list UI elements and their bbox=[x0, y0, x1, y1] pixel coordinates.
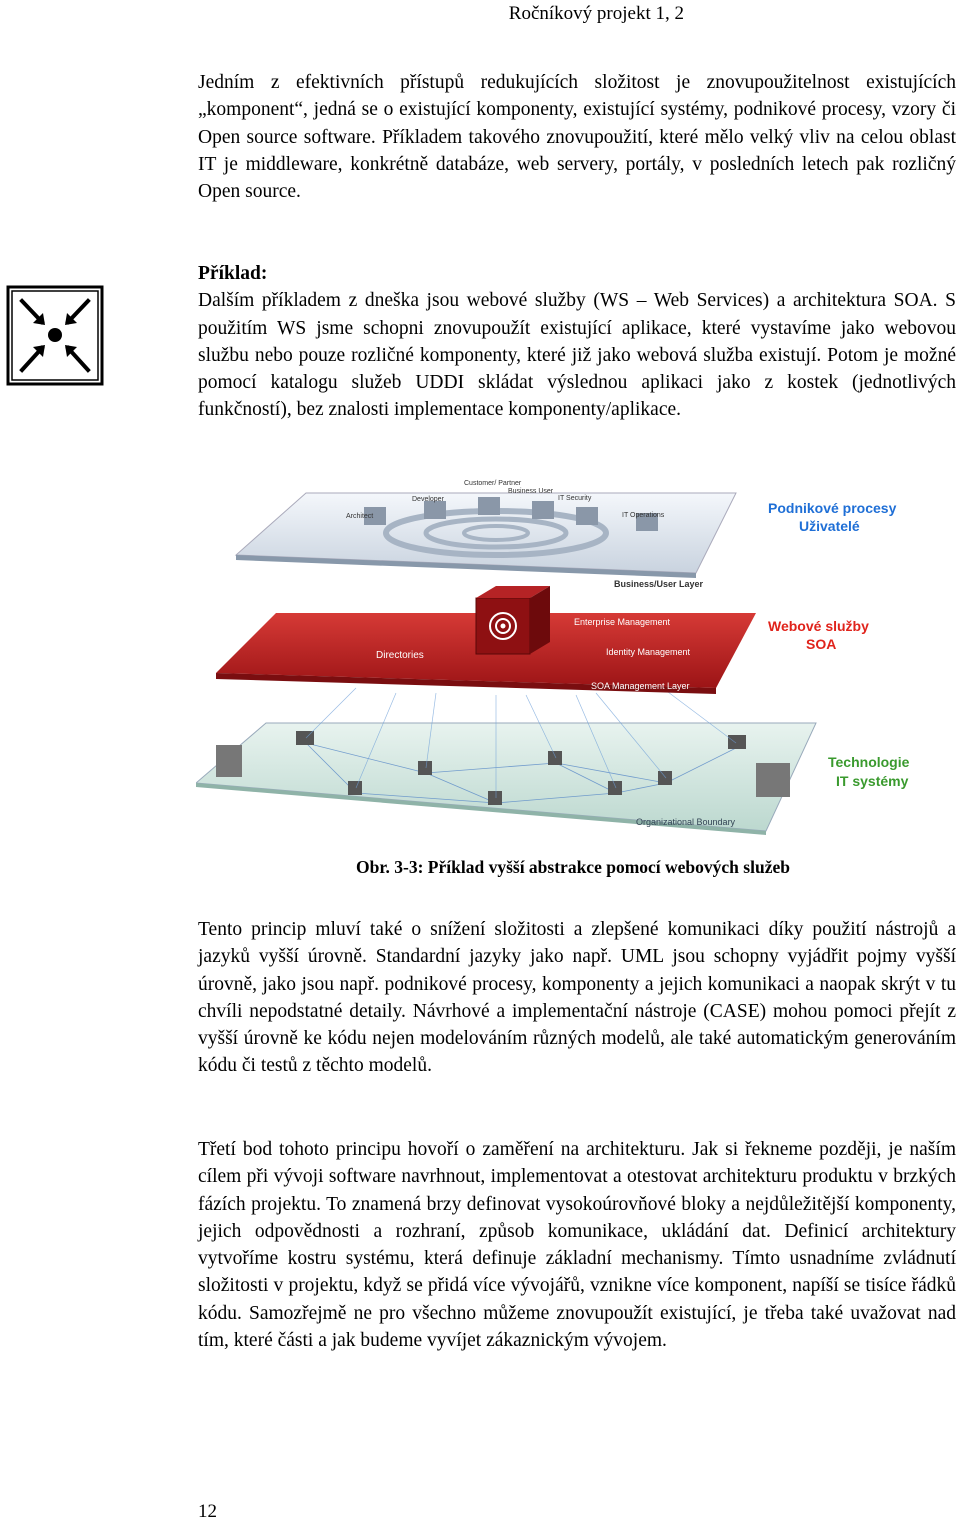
example-block bbox=[198, 260, 956, 424]
intro-paragraph: Jedním z efektivních přístupů redukujících složitost je znovupoužitelnost existujících „komponent“, jedná se o existující komponenty, existující systémy, podnikové procesy, vzory či Open source software. Příkladem takového znovupoužití, které mělo velký vliv na celou oblast IT je middleware, konkrétně databáze, web servery, portály, v posledních letech pak rozličný Open source. bbox=[198, 72, 956, 203]
annotation-top-2: Uživatelé bbox=[799, 518, 860, 534]
annotation-bot-1: Technologie bbox=[828, 754, 910, 770]
role-architect: Architect bbox=[346, 513, 374, 520]
example-label: Příklad: bbox=[198, 263, 268, 284]
example-paragraph: Dalším příkladem z dneška jsou webové služby (WS – Web Services) a architektura SOA. S použitím WS jsme schopni znovupoužít existující aplikace, které vystavíme jako webovou službu nebo pouze rozličné komponenty, které již jako webová služba existují. Potom je možné pomocí katalogu služeb UDDI skládat výslednou aplikaci jako z kostek (jednotlivých funkčností), bez znalosti implementace komponenty/aplikace. bbox=[198, 290, 956, 421]
soa-layers-figure bbox=[196, 473, 958, 843]
role-customer: Customer/ Partner bbox=[464, 480, 522, 487]
directories-label: Directories bbox=[376, 650, 424, 661]
soa-layer bbox=[216, 586, 756, 694]
running-header: Ročníkový projekt 1, 2 bbox=[508, 3, 684, 24]
annotation-mid-2: SOA bbox=[806, 636, 837, 652]
org-boundary-label: Organizational Boundary bbox=[636, 817, 736, 827]
role-it-security: IT Security bbox=[558, 495, 592, 502]
role-it-operations: IT Operations bbox=[622, 512, 665, 519]
business-layer-label: Business/User Layer bbox=[614, 579, 704, 589]
annotation-mid-1: Webové služby bbox=[768, 618, 869, 634]
paragraph-tools: Tento princip mluví také o snížení složitosti a zlepšené komunikaci díky použití nástrojů a jazyků vyšší úrovně. Standardní jazyky jako např. UML jsou schopny vyjádřit pojmy vyšší úrovně, jako jsou např. podnikové procesy, komponenty a jejich komunikaci a naopak skrýt v tu chvíli nepodstatné detaily. Návrhové a implementační nástroje (CASE) mohou pomoci přejít z vyšší úrovně ke kódu nejen modelováním různých modelů, ale také automatickým generováním kódu či testů z těchto modelů. bbox=[198, 919, 956, 1077]
converging-arrows-icon bbox=[6, 285, 104, 386]
annotation-bot-2: IT systémy bbox=[836, 773, 909, 789]
role-business-user: Business User bbox=[508, 488, 554, 495]
annotation-top-1: Podnikové procesy bbox=[768, 500, 897, 516]
figure-caption: Obr. 3-3: Příklad vyšší abstrakce pomocí webových služeb bbox=[356, 857, 790, 877]
paragraph-architecture: Třetí bod tohoto principu hovoří o zaměření na architekturu. Jak si řekneme později, je naším cílem při vývoji software navrhnout, implementovat a otestovat architekturu produktu v brzkých fázích projektu. To znamená brzy definovat vysokoúrovňové bloky a nejdůležitější komponenty, jejich odpovědnosti a rozhraní, způsob komunikace, ukládání dat. Definicí architektury vytvoříme kostru systému, která definuje základní mechanismy. Tímto usnadníme zvládnutí složitosti v projektu, když se přidá více vývojářů, vznikne více komponent, napíší se tisíce řádků kódu. Samozřejmě ne pro všechno můžeme znovupoužít existující, je třeba také uvažovat nad tím, které části a jak budeme vyvíjet zákaznickým vývojem. bbox=[198, 1139, 956, 1352]
identity-mgmt-label: Identity Management bbox=[606, 647, 691, 657]
soa-mgmt-label: SOA Management Layer bbox=[591, 681, 690, 691]
role-developer: Developer bbox=[412, 496, 444, 503]
enterprise-mgmt-label: Enterprise Management bbox=[574, 617, 671, 627]
technology-layer bbox=[196, 723, 816, 835]
page-number: 12 bbox=[198, 1501, 217, 1522]
business-layer bbox=[236, 480, 736, 589]
